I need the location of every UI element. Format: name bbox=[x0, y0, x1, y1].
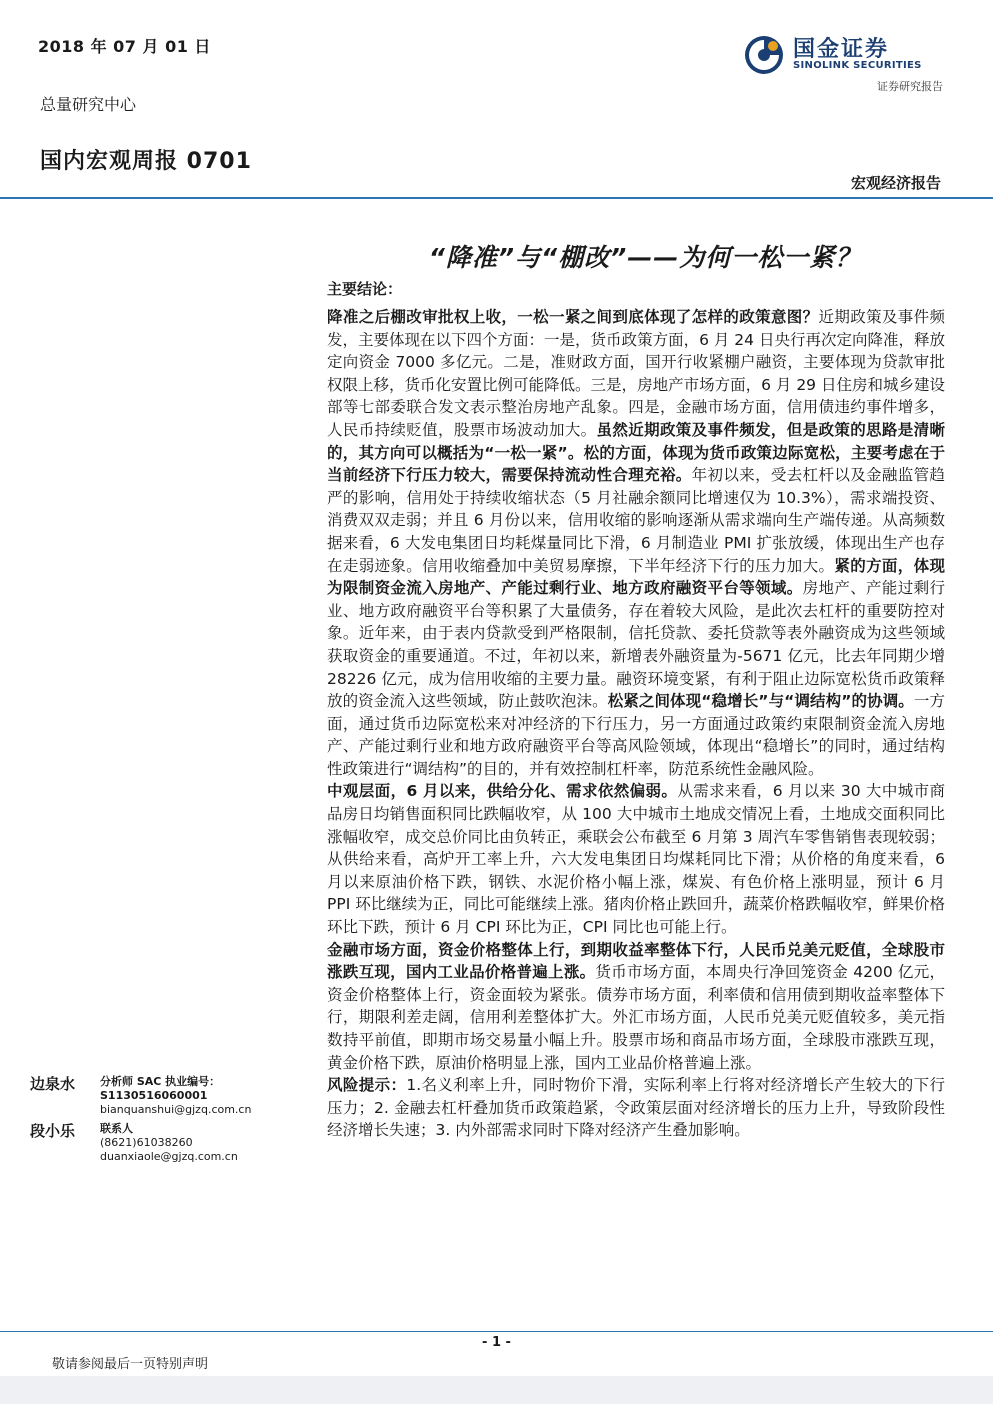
headline: “降准”与“棚改”——为何一松一紧？ bbox=[428, 243, 862, 272]
paragraph-financial-market bbox=[327, 939, 945, 1075]
policy-text-4: 一方面，通过货币边际宽松来对冲经济的下行压力，另一方面通过政策约束限制资金流入房地产、产能过剩行业和地方政府融资平台等高风险领域，体现出“稳增长”的同时，通过结构性政策进行“调结构”的目的，并有效控制杠杆率，防范系统性金融风险。 bbox=[327, 692, 945, 778]
meso-lead: 中观层面，6 月以来，供给分化、需求依然偏弱。 bbox=[327, 782, 678, 801]
report-type: 宏观经济报告 bbox=[850, 174, 941, 192]
risk-text: 1.名义利率上升，同时物价下滑，实际利率上行将对经济增长产生较大的下行压力；2. 金融去杠杆叠加货币政策趋紧，令政策层面对经济增长的压力上升，导致阶段性经济增长失速；3. 内外部需求同时下降对经济产生叠加影响。 bbox=[327, 1076, 945, 1140]
market-text: 货币市场方面，本周央行净回笼资金 4200 亿元，资金价格整体上行，资金面较为紧张。债券市场方面，利率债和信用债到期收益率整体下行，期限利差走阔，信用利差整体扩大。外汇市场方面，人民币兑美元贬值较多，美元指数持平前值，即期市场交易量小幅上升。股票市场和商品市场方面，全球股市涨跌互现，黄金价格下跌，原油价格明显上涨，国内工业品价格普遍上涨。 bbox=[327, 963, 945, 1072]
sinolink-logo-icon bbox=[743, 34, 785, 76]
policy-bold-4: 松紧之间体现“稳增长”与“调结构”的协调。 bbox=[607, 692, 914, 711]
author-name: 段小乐 bbox=[30, 1122, 76, 1140]
meso-text: 从需求来看，6 月以来 30 大中城市商品房日均销售面积同比跌幅收窄，从 100 大中城市土地成交情况上看，土地成交面积同比涨幅收窄，成交总价同比由负转正，乘联会公布截至 6 月第 3 周汽车零售销售表现较弱；从供给来看，高炉开工率上升，六大发电集团日均煤耗同比下滑；从价格的角度来看，6 月以来原油价格下跌，钢铁、水泥价格小幅上涨，煤炭、有色价格上涨明显，预计 6 月 PPI 环比继续为正，同比可能继续上涨。猪肉价格止跌回升，蔬菜价格跌幅收窄，鲜果价格环比下跌，预计 6 月 CPI 环比为正，CPI 同比也可能上行。 bbox=[327, 782, 946, 937]
author-phone: (8621)61038260 bbox=[100, 1136, 193, 1149]
policy-text-3: 房地产、产能过剩行业、地方政府融资平台等积累了大量债务，存在着较大风险，是此次去杠杆的重要防控对象。近年来，由于表内贷款受到严格限制，信托贷款、委托贷款等表外融资成为这些领域获取资金的重要通道。不过，年初以来，新增表外融资量为-5671 亿元，比去年同期少增 28226 亿元，成为信用收缩的主要力量。融资环境变紧，有利于阻止边际宽松货币政策释放的资金流入这些领域，防止鼓吹泡沫。 bbox=[327, 579, 945, 711]
author-info bbox=[100, 1122, 238, 1164]
policy-bold-3: 紧的方面，体现为限制资金流入房地产、产能过剩行业、地方政府融资平台等领域。 bbox=[327, 556, 945, 598]
footer-divider bbox=[0, 1331, 993, 1332]
paragraph-meso bbox=[327, 780, 945, 938]
author-sac-id: 分析师 SAC 执业编号：S1130516060001 bbox=[100, 1075, 221, 1102]
logo-subtitle: 证券研究报告 bbox=[877, 80, 943, 93]
policy-lead: 降准之后棚改审批权上收，一松一紧之间到底体现了怎样的政策意图？ bbox=[327, 308, 819, 326]
report-date: 2018 年 07 月 01 日 bbox=[38, 37, 211, 56]
paragraph-policy bbox=[327, 306, 945, 780]
author-bian bbox=[30, 1073, 320, 1116]
logo-en-text: SINOLINK SECURITIES bbox=[793, 60, 922, 71]
author-name: 边泉水 bbox=[30, 1075, 76, 1093]
report-title: 国内宏观周报 0701 bbox=[40, 149, 252, 174]
footer-disclaimer: 敬请参阅最后一页特别声明 bbox=[52, 1357, 209, 1372]
policy-text-1: 近期政策及事件频发，主要体现在以下四个方面：一是，货币政策方面，6 月 24 日央行再次定向降准，释放定向资金 7000 多亿元。二是，准财政方面，国开行收紧棚户融资，主要体现为贷款审批权限上移，货币化安置比例可能降低。三是，房地产市场方面，6 月 29 日住房和城乡建设部等七部委联合发文表示整治房地产乱象。四是，金融市场方面，信用债违约事件增多，人民币持续贬值，股票市场波动加大。 bbox=[327, 308, 945, 439]
risk-lead: 风险提示： bbox=[327, 1076, 407, 1095]
author-info bbox=[100, 1075, 320, 1117]
market-lead: 金融市场方面，资金价格整体上行，到期收益率整体下行，人民币兑美元贬值，全球股市涨跌互现，国内工业品价格普遍上涨。 bbox=[327, 940, 945, 982]
author-role: 联系人 bbox=[100, 1122, 133, 1135]
research-center: 总量研究中心 bbox=[40, 95, 137, 114]
section-label: 主要结论： bbox=[327, 280, 403, 298]
paragraph-risk bbox=[327, 1074, 945, 1142]
header-divider bbox=[0, 197, 993, 199]
author-email[interactable]: duanxiaole@gjzq.com.cn bbox=[100, 1150, 238, 1163]
author-duan bbox=[30, 1120, 320, 1180]
logo-cn-text: 国金证券 bbox=[793, 37, 890, 62]
footer-bar bbox=[0, 1376, 993, 1404]
policy-text-2: 年初以来，受去杠杆以及金融监管趋严的影响，信用处于持续收缩状态（5 月社融余额同比增速仅为 10.3%），需求端投资、消费双双走弱；并且 6 月份以来，信用收缩的影响逐渐从需求端向生产端传递。从高频数据来看，6 大发电集团日均耗煤量同比下滑，6 月制造业 PMI 扩张放缓，体现出生产也存在走弱迹象。信用收缩叠加中美贸易摩擦，下半年经济下行的压力加大。 bbox=[327, 466, 945, 575]
body-text bbox=[327, 306, 945, 1142]
company-logo bbox=[743, 34, 943, 76]
page-number: - 1 - bbox=[482, 1335, 511, 1350]
policy-bold-2: 虽然近期政策及事件频发，但是政策的思路是清晰的，其方向可以概括为“一松一紧”。松的方面，体现为货币政策边际宽松，主要考虑在于当前经济下行压力较大，需要保持流动性合理充裕。 bbox=[327, 420, 945, 485]
author-email[interactable]: bianquanshui@gjzq.com.cn bbox=[100, 1103, 252, 1116]
